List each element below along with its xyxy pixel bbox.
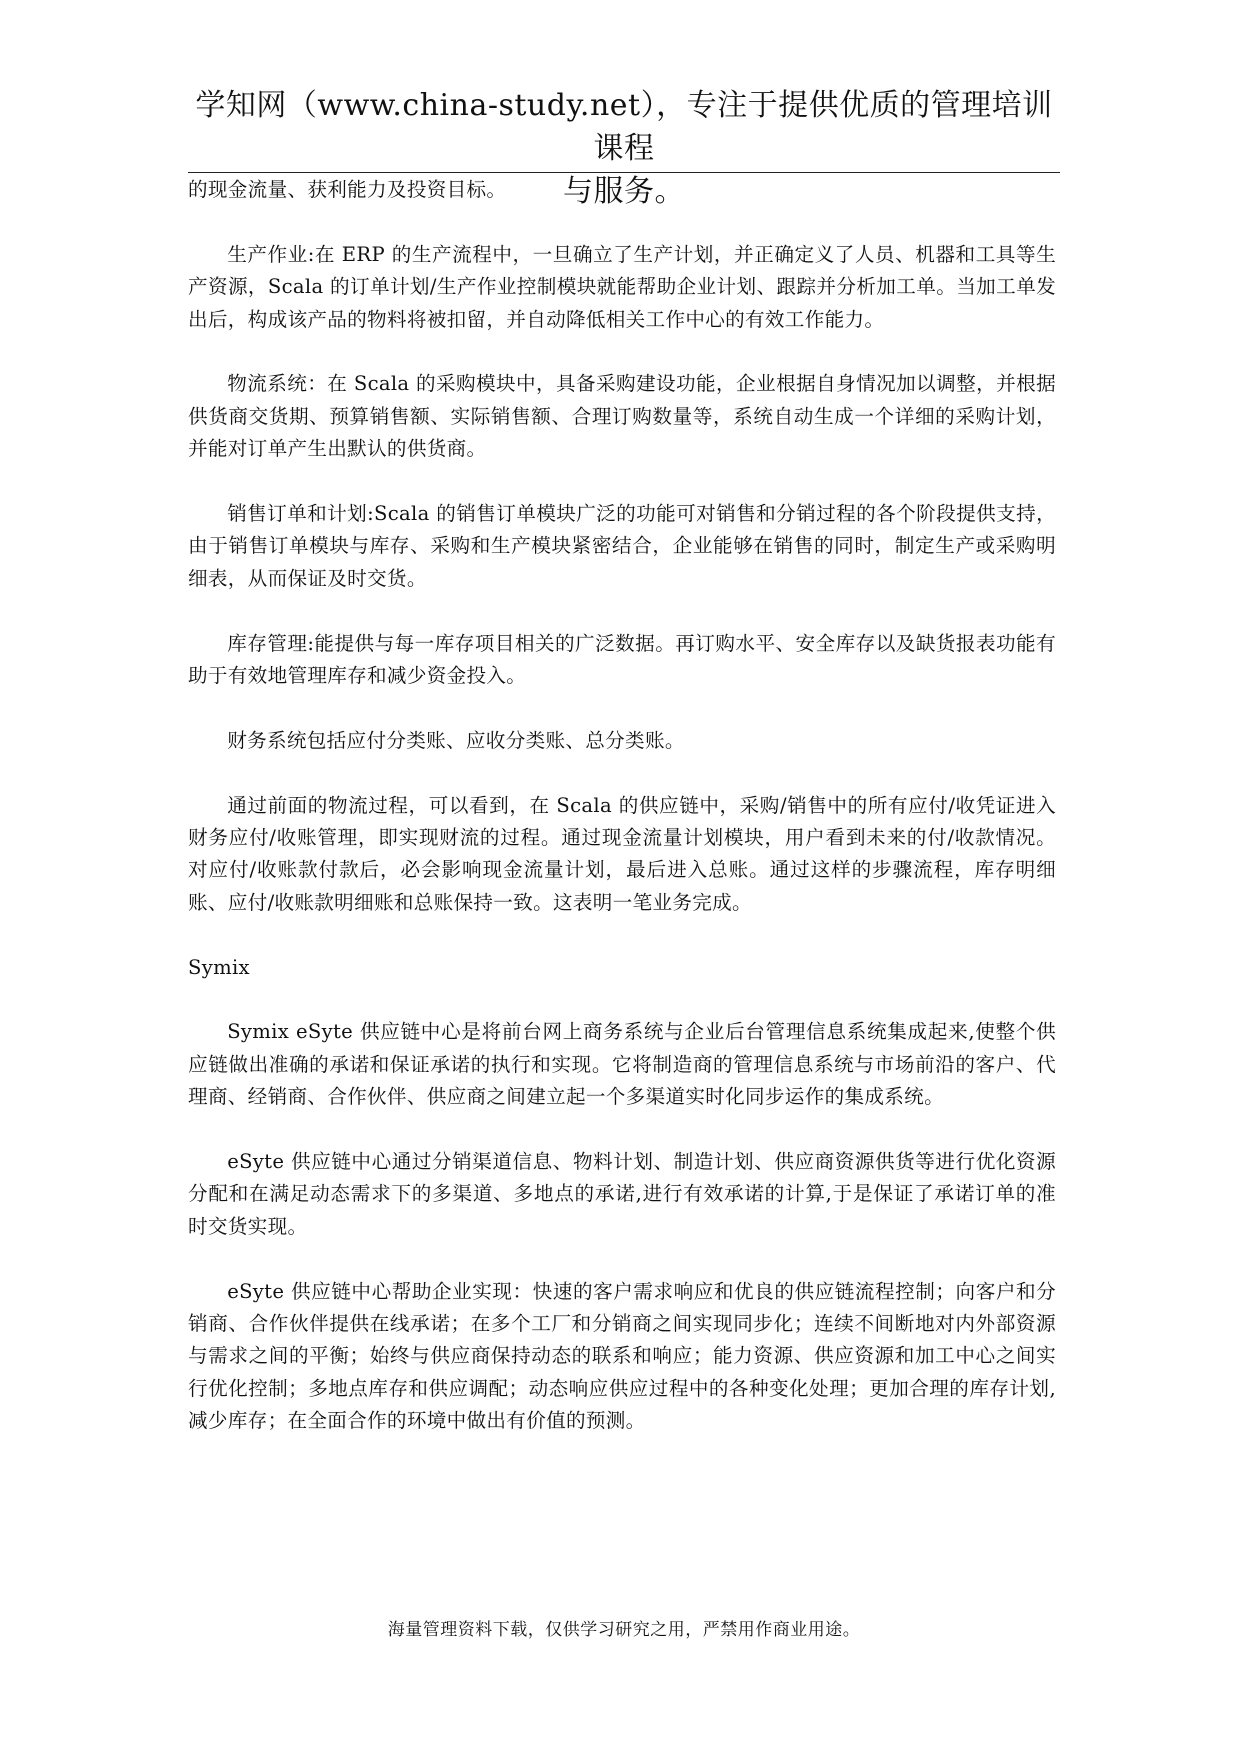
header-line-2: 与服务。 bbox=[563, 174, 685, 209]
paragraph-sales-orders: 销售订单和计划:Scala 的销售订单模块广泛的功能可对销售和分销过程的各个阶段提供支持，由于销售订单模块与库存、采购和生产模块紧密结合，企业能够在销售的同时，制定生产或采购明细表，从而保证及时交货。 bbox=[188, 502, 1056, 590]
page-footer: 海量管理资料下载，仅供学习研究之用，严禁用作商业用途。 bbox=[387, 1620, 861, 1640]
paragraph-symix-esyte: Symix eSyte 供应链中心是将前台网上商务系统与企业后台管理信息系统集成起来,使整个供应链做出准确的承诺和保证承诺的执行和实现。它将制造商的管理信息系统与市场前沿的客户、代理商、经销商、合作伙伴、供应商之间建立起一个多渠道实时化同步运作的集成系统。 bbox=[188, 1020, 1056, 1109]
header-divider bbox=[188, 172, 1060, 173]
paragraph-logistics: 物流系统：在 Scala 的采购模块中，具备采购建设功能，企业根据自身情况加以调整，并根据供货商交货期、预算销售额、实际销售额、合理订购数量等，系统自动生成一个详细的采购计划，并能对订单产生出默认的供货商。 bbox=[188, 372, 1056, 461]
paragraph-production: 生产作业:在 ERP 的生产流程中，一旦确立了生产计划，并正确定义了人员、机器和工具等生产资源，Scala 的订单计划/生产作业控制模块就能帮助企业计划、跟踪并分析加工单。当加工单发出后，构成该产品的物料将被扣留，并自动降低相关工作中心的有效工作能力。 bbox=[188, 242, 1056, 331]
paragraph-supply-chain-flow: 通过前面的物流过程，可以看到，在 Scala 的供应链中，采购/销售中的所有应付/收凭证进入财务应付/收账管理，即实现财流的过程。通过现金流量计划模块，用户看到未来的付/收款情况。对应付/收账款付款后，必会影响现金流量计划，最后进入总账。通过这样的步骤流程，库存明细账、应付/收账款明细账和总账保持一致。这表明一笔业务完成。 bbox=[188, 793, 1056, 914]
paragraph-esyte-allocation: eSyte 供应链中心通过分销渠道信息、物料计划、制造计划、供应商资源供货等进行优化资源分配和在满足动态需求下的多渠道、多地点的承诺,进行有效承诺的计算,于是保证了承诺订单的准时交货实现。 bbox=[188, 1150, 1056, 1238]
header-line-1: 学知网（www.china-study.net），专注于提供优质的管理培训课程 bbox=[195, 88, 1053, 166]
paragraph-inventory: 库存管理:能提供与每一库存项目相关的广泛数据。再订购水平、安全库存以及缺货报表功能有助于有效地管理库存和减少资金投入。 bbox=[188, 631, 1056, 688]
paragraph-finance: 财务系统包括应付分类账、应收分类账、总分类账。 bbox=[227, 728, 685, 752]
document-body bbox=[188, 174, 1056, 1470]
section-heading-symix: Symix bbox=[188, 955, 250, 979]
paragraph-esyte-benefits: eSyte 供应链中心帮助企业实现：快速的客户需求响应和优良的供应链流程控制；向客户和分销商、合作伙伴提供在线承诺；在多个工厂和分销商之间实现同步化；连续不间断地对内外部资源与需求之间的平衡；始终与供应商保持动态的联系和响应；能力资源、供应资源和加工中心之间实行优化控制；多地点库存和供应调配；动态响应供应过程中的各种变化处理；更加合理的库存计划,减少库存；在全面合作的环境中做出有价值的预测。 bbox=[188, 1279, 1056, 1433]
paragraph-continuation: 的现金流量、获利能力及投资目标。 bbox=[188, 178, 507, 201]
